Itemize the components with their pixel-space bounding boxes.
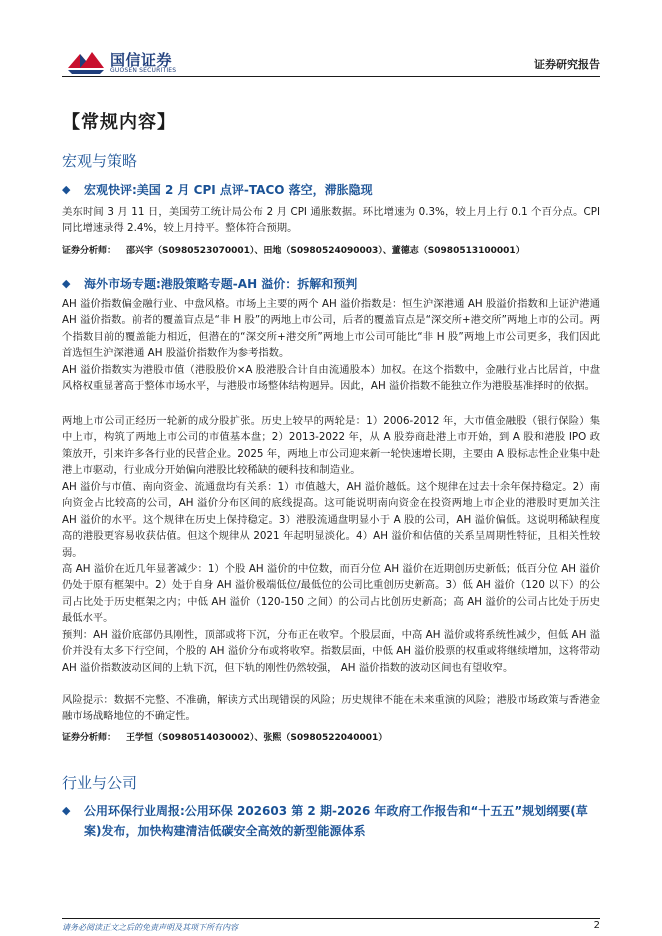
page-number: 2 xyxy=(593,920,600,931)
article-title-ah-premium[interactable] xyxy=(62,274,600,294)
article-title-utilities-weekly[interactable] xyxy=(62,801,600,841)
logo-text-cn: 国信证券 xyxy=(110,51,173,69)
analyst-label: 证券分析师： xyxy=(62,733,117,743)
analyst-line xyxy=(62,243,525,256)
guosen-logo-icon xyxy=(66,46,106,76)
section-banner: 【常规内容】 xyxy=(62,112,176,133)
footer-disclaimer: 请务必阅读正文之后的免责声明及其项下所有内容 xyxy=(62,923,238,932)
header-divider xyxy=(62,76,600,77)
article-body-paragraph: 风险提示：数据不完整、不准确，解读方式出现错误的风险；历史规律不能在未来重演的风险；港股市场政策与香港金融市场战略地位的不确定性。 xyxy=(62,694,600,723)
footer-divider xyxy=(62,918,600,919)
article-title-cpi[interactable] xyxy=(62,180,600,200)
article-title-text: 公用环保行业周报:公用环保 202603 第 2 期-2026 年政府工作报告和“十五五”规划纲要(草案)发布，加快构建清洁低碳安全高效的新型能源体系 xyxy=(84,804,588,838)
article-body-paragraph: 预判：AH 溢价底部仍具刚性，顶部或将下沉，分布正在收窄。个股层面，中高 AH 溢价或将系统性减少，但低 AH 溢价并没有太多下行空间，个股的 AH 溢价分布或将收窄。指数层面，中低 AH 溢价股票的权重或将继续增加，这将带动 AH 溢价指数波动区间的上轨下沉，但下轨的刚性仍然较强， AH 溢价指数的波动区间也有望收窄。 xyxy=(62,629,600,674)
article-body-paragraph: AH 溢价指数实为港股市值（港股股价×A 股港股合计自由流通股本）加权。在这个指数中，金融行业占比居首，中盘风格权重显著高于整体市场水平，与港股市场整体结构迥异。因此，AH 溢价指数不能独立作为港股基准择时的依据。 xyxy=(62,364,600,393)
diamond-bullet-icon: ◆ xyxy=(62,804,71,817)
article-body-paragraph: 两地上市公司正经历一轮新的成分股扩张。历史上较早的两轮是：1）2006-2012 年，大市值金融股（银行保险）集中上市，构筑了两地上市公司的市值基本盘；2）2013-2022 年，从 A 股券商赴港上市开始，到 A 股和港股 IPO 政策放开，引来许多各行业的民营企业。2025 年，两地上市公司迎来新一轮快速增长期，主要由 A 股标志性企业集中赴港上市驱动，行业成分开始偏向港股比较稀缺的硬科技和制造业。 xyxy=(62,415,600,477)
section-title-industry: 行业与公司 xyxy=(62,774,138,792)
document-type-label: 证券研究报告 xyxy=(534,58,600,71)
diamond-bullet-icon: ◆ xyxy=(62,277,71,290)
article-title-text: 宏观快评:美国 2 月 CPI 点评-TACO 落空，滞胀隐现 xyxy=(84,183,373,197)
article-body-paragraph: AH 溢价指数偏金融行业、中盘风格。市场上主要的两个 AH 溢价指数是：恒生沪深港通 AH 股溢价指数和上证沪港通 AH 溢价指数。前者的覆盖盲点是“非 H 股”的两地上市公司，后者的覆盖盲点是“深交所+港交所”两地上市的公司。两个指数目前的覆盖能力相近，但潜在的“深交所+港交所”两地上市公司可能比“非 H 股”两地上市公司更多，我们因此首选恒生沪深港通 AH 股溢价指数作为参考指数。 xyxy=(62,298,600,360)
section-title-macro: 宏观与策略 xyxy=(62,152,138,170)
page-header xyxy=(0,0,662,80)
analyst-names: 王学恒（S0980514030002）、张熙（S0980522040001） xyxy=(126,733,388,743)
guosen-logo xyxy=(66,46,196,78)
analyst-names: 邵兴宇（S0980523070001）、田地（S0980524090003）、董德志（S0980513100001） xyxy=(126,246,525,256)
article-body-paragraph: 高 AH 溢价在近几年显著减少：1）个股 AH 溢价的中位数，而百分位 AH 溢价在近期创历史新低；低百分位 AH 溢价仍处于原有框架中。2）处于自身 AH 溢价极端低位/最低位的公司比重创历史新高。3）低 AH 溢价（120 以下）的公司占比处于历史框架之内；中低 AH 溢价（120-150 之间）的公司占比创历史新高；高 AH 溢价的公司占比处于历史最低水平。 xyxy=(62,563,600,625)
logo-text-en: GUOSEN SECURITIES xyxy=(110,67,177,74)
diamond-bullet-icon: ◆ xyxy=(62,183,71,196)
analyst-line xyxy=(62,730,387,743)
article-body-paragraph: AH 溢价与市值、南向资金、流通盘均有关系：1）市值越大，AH 溢价越低。这个规律在过去十余年保持稳定。2）南向资金占比较高的公司，AH 溢价分布区间的底线提高。这可能说明南向资金在投资两地上市企业的港股时更加关注 AH 溢价的水平。这个规律在历史上保持稳定。3）港股流通盘明显小于 A 股的公司，AH 溢价偏低。这说明稀缺程度高的港股更容易收获估值。但这个规律从 2021 年起明显淡化。4）AH 溢价和估值的关系呈周期性特征，且相关性较弱。 xyxy=(62,481,600,559)
article-title-text: 海外市场专题:港股策略专题-AH 溢价：拆解和预判 xyxy=(84,277,358,291)
article-body-paragraph: 美东时间 3 月 11 日，美国劳工统计局公布 2 月 CPI 通胀数据。环比增速为 0.3%，较上月上行 0.1 个百分点。CPI 同比增速录得 2.4%，较上月持平。整体符合预期。 xyxy=(62,206,600,235)
analyst-label: 证券分析师： xyxy=(62,246,117,256)
